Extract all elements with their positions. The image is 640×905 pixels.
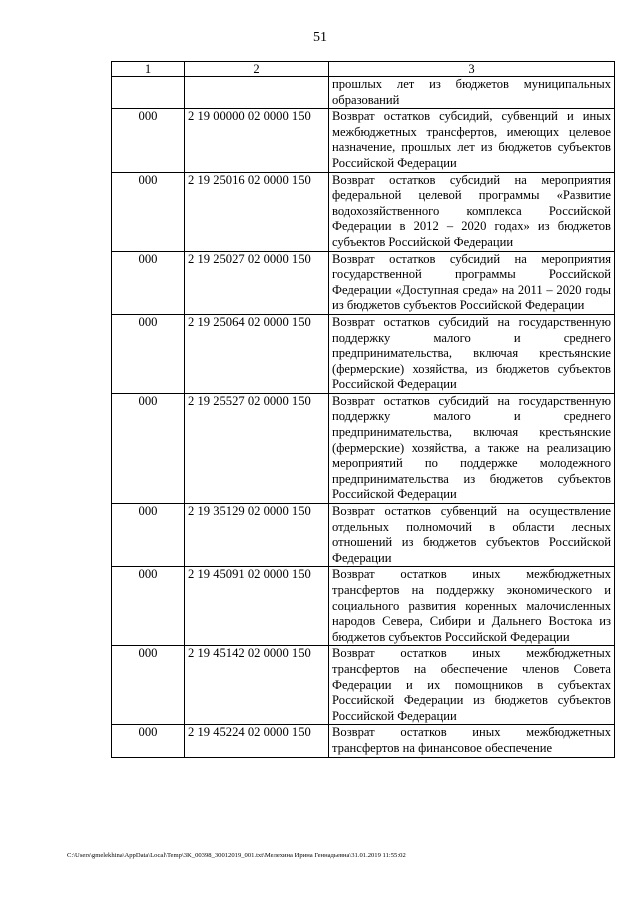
description-cell: Возврат остатков субсидий на мероприятия государственной программы Российской Федерации «Доступная среда» на 2011 – 2020 годы из бюджетов субъектов Российской Федерации bbox=[329, 251, 615, 314]
admin-code-cell: 000 bbox=[112, 172, 185, 251]
admin-code-cell: 000 bbox=[112, 109, 185, 172]
column-header-1: 1 bbox=[112, 62, 185, 77]
table-header-row bbox=[112, 62, 615, 77]
admin-code-cell: 000 bbox=[112, 504, 185, 567]
column-header-3: 3 bbox=[329, 62, 615, 77]
description-cell: Возврат остатков субсидий, субвенций и иных межбюджетных трансфертов, имеющих целевое назначение, прошлых лет из бюджетов субъектов Российской Федерации bbox=[329, 109, 615, 172]
footer-file-path: C:\Users\gmelekhina\AppData\Local\Temp\3K_00398_30012019_001.txt\Мелехина Ирина Геннадьевна\31.01.2019 11:55:02 bbox=[67, 852, 406, 859]
description-cell: Возврат остатков субсидий на мероприятия федеральной целевой программы «Развитие водохозяйственного комплекса Российской Федерации в 2012 – 2020 годах» из бюджетов субъектов Российской Федерации bbox=[329, 172, 615, 251]
table-row bbox=[112, 77, 615, 109]
budget-code-cell: 2 19 25064 02 0000 150 bbox=[185, 314, 329, 393]
description-cell: Возврат остатков иных межбюджетных трансфертов на поддержку экономического и социального развития коренных малочисленных народов Севера, Сибири и Дальнего Востока из бюджетов субъектов Российской Федерации bbox=[329, 567, 615, 646]
admin-code-cell: 000 bbox=[112, 251, 185, 314]
table-row bbox=[112, 567, 615, 646]
budget-code-cell: 2 19 35129 02 0000 150 bbox=[185, 504, 329, 567]
admin-code-cell: 000 bbox=[112, 646, 185, 725]
budget-code-cell: 2 19 45224 02 0000 150 bbox=[185, 725, 329, 757]
budget-code-cell bbox=[185, 77, 329, 109]
admin-code-cell: 000 bbox=[112, 393, 185, 503]
table-row bbox=[112, 646, 615, 725]
budget-code-cell: 2 19 25527 02 0000 150 bbox=[185, 393, 329, 503]
table-row bbox=[112, 251, 615, 314]
description-cell: Возврат остатков субсидий на государственную поддержку малого и среднего предпринимательства, включая крестьянские (фермерские) хозяйства, а также на реализацию мероприятий по поддержке молодежного предпринимательства из бюджетов субъектов Российской Федерации bbox=[329, 393, 615, 503]
budget-code-cell: 2 19 45091 02 0000 150 bbox=[185, 567, 329, 646]
budget-codes-table bbox=[111, 61, 615, 758]
table-row bbox=[112, 504, 615, 567]
description-cell: прошлых лет из бюджетов муниципальных образований bbox=[329, 77, 615, 109]
budget-code-cell: 2 19 25016 02 0000 150 bbox=[185, 172, 329, 251]
description-cell: Возврат остатков субсидий на государственную поддержку малого и среднего предпринимательства, включая крестьянские (фермерские) хозяйства, из бюджетов субъектов Российской Федерации bbox=[329, 314, 615, 393]
description-cell: Возврат остатков субвенций на осуществление отдельных полномочий в области лесных отношений из бюджетов субъектов Российской Федерации bbox=[329, 504, 615, 567]
table-row bbox=[112, 109, 615, 172]
page-number: 51 bbox=[313, 30, 327, 45]
description-cell: Возврат остатков иных межбюджетных трансфертов на обеспечение членов Совета Федерации и их помощников в субъектах Российской Федерации из бюджетов субъектов Российской Федерации bbox=[329, 646, 615, 725]
budget-code-cell: 2 19 45142 02 0000 150 bbox=[185, 646, 329, 725]
admin-code-cell: 000 bbox=[112, 567, 185, 646]
budget-code-cell: 2 19 25027 02 0000 150 bbox=[185, 251, 329, 314]
table-row bbox=[112, 725, 615, 757]
column-header-2: 2 bbox=[185, 62, 329, 77]
description-cell: Возврат остатков иных межбюджетных трансфертов на финансовое обеспечение bbox=[329, 725, 615, 757]
table-row bbox=[112, 393, 615, 503]
admin-code-cell: 000 bbox=[112, 314, 185, 393]
table-row bbox=[112, 314, 615, 393]
table-row bbox=[112, 172, 615, 251]
budget-code-cell: 2 19 00000 02 0000 150 bbox=[185, 109, 329, 172]
admin-code-cell bbox=[112, 77, 185, 109]
admin-code-cell: 000 bbox=[112, 725, 185, 757]
